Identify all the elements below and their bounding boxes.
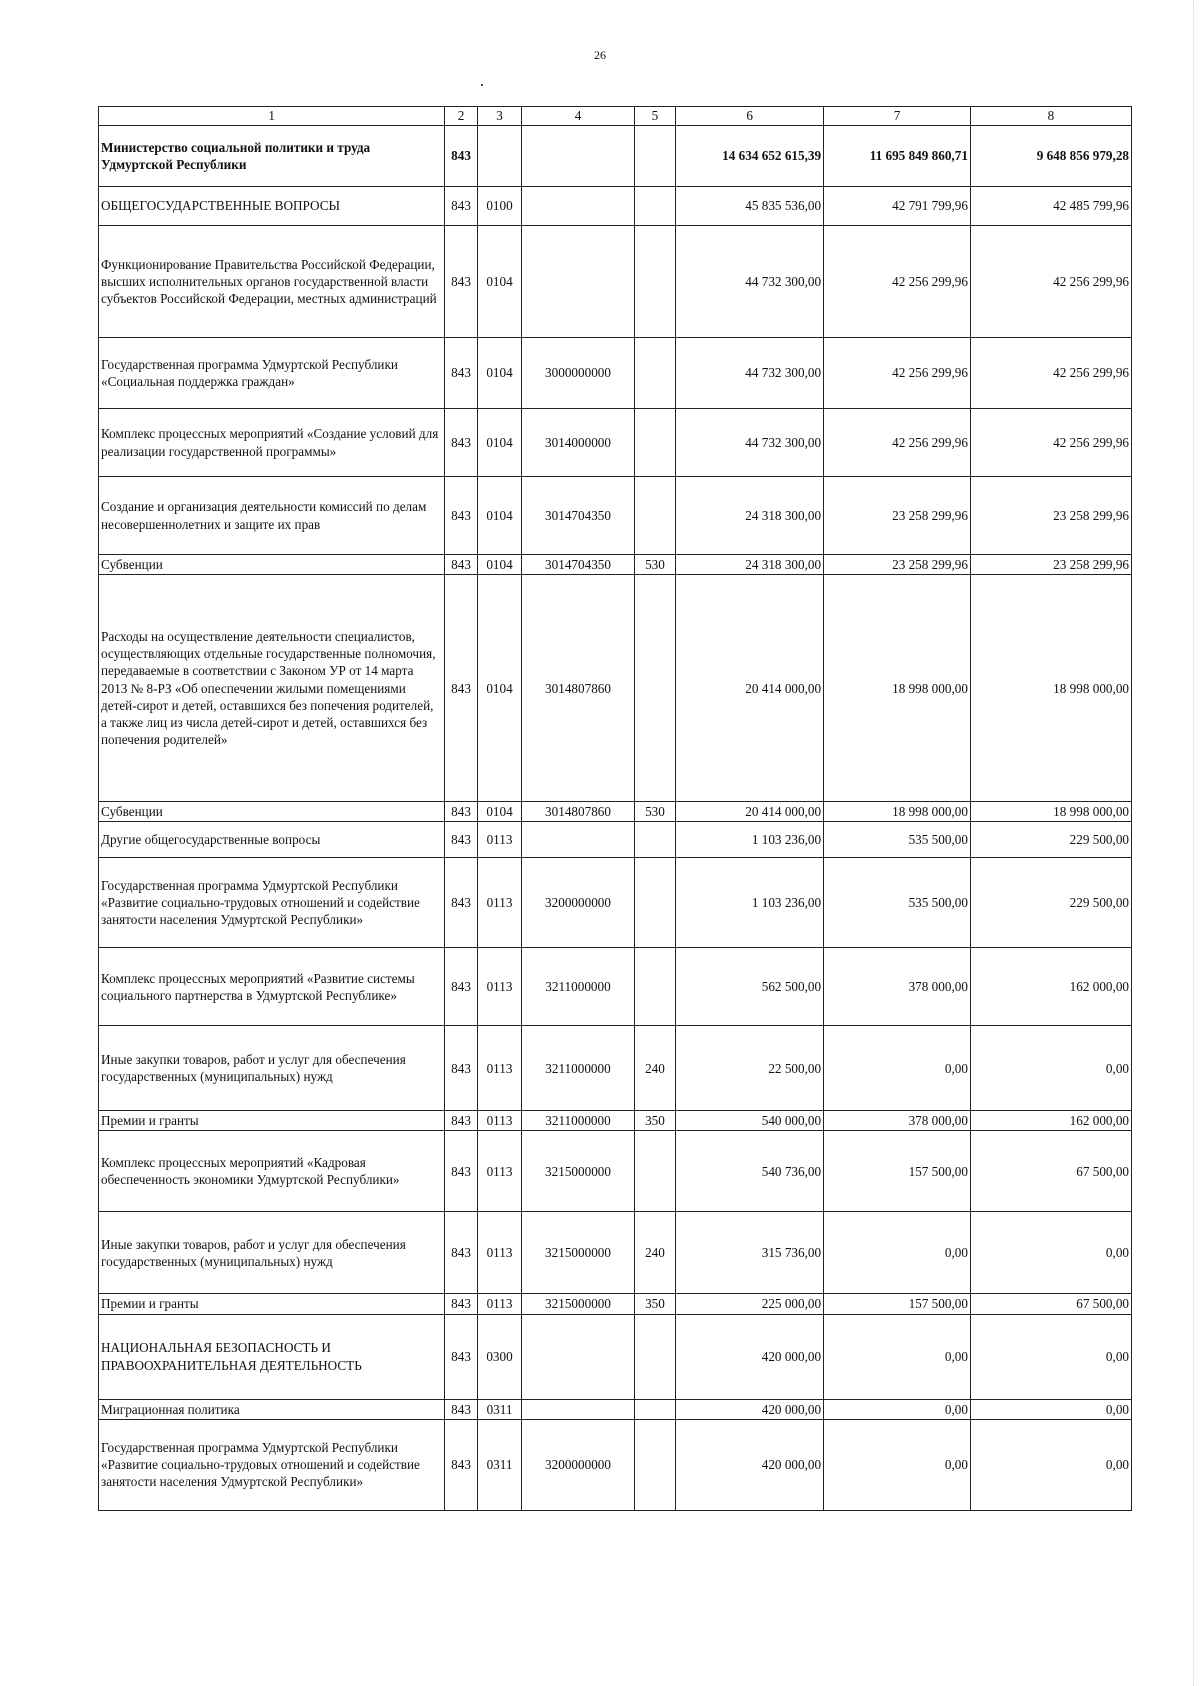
section-code: 0113	[477, 1111, 522, 1131]
expense-type-code: 240	[634, 1212, 676, 1294]
item-name: Субвенции	[99, 555, 445, 575]
target-article-code: 3200000000	[522, 858, 634, 948]
admin-code: 843	[445, 1026, 477, 1111]
target-article-code: 3211000000	[522, 1026, 634, 1111]
admin-code: 843	[445, 338, 477, 409]
section-code: 0113	[477, 1131, 522, 1212]
amount-year-3: 9 648 856 979,28	[970, 126, 1131, 187]
target-article-code: 3215000000	[522, 1131, 634, 1212]
amount-year-2: 18 998 000,00	[824, 802, 971, 822]
section-code: 0104	[477, 555, 522, 575]
amount-year-3: 0,00	[970, 1419, 1131, 1510]
admin-code: 843	[445, 1131, 477, 1212]
target-article-code: 3200000000	[522, 1419, 634, 1510]
amount-year-1: 14 634 652 615,39	[676, 126, 824, 187]
item-name: Министерство социальной политики и труда Удмуртской Республики	[99, 126, 445, 187]
section-code: 0300	[477, 1314, 522, 1399]
amount-year-2: 378 000,00	[824, 1111, 971, 1131]
column-header: 7	[824, 107, 971, 126]
column-header: 6	[676, 107, 824, 126]
amount-year-3: 42 485 799,96	[970, 187, 1131, 226]
admin-code: 843	[445, 187, 477, 226]
expense-type-code	[634, 1399, 676, 1419]
budget-table	[98, 106, 1132, 1511]
amount-year-2: 11 695 849 860,71	[824, 126, 971, 187]
amount-year-3: 23 258 299,96	[970, 555, 1131, 575]
amount-year-2: 42 256 299,96	[824, 409, 971, 477]
amount-year-2: 0,00	[824, 1399, 971, 1419]
amount-year-2: 23 258 299,96	[824, 477, 971, 555]
table-row	[99, 575, 1132, 802]
column-header: 4	[522, 107, 634, 126]
amount-year-3: 162 000,00	[970, 948, 1131, 1026]
admin-code: 843	[445, 555, 477, 575]
amount-year-1: 420 000,00	[676, 1314, 824, 1399]
amount-year-2: 535 500,00	[824, 858, 971, 948]
amount-year-3: 0,00	[970, 1314, 1131, 1399]
expense-type-code	[634, 858, 676, 948]
amount-year-2: 157 500,00	[824, 1131, 971, 1212]
expense-type-code	[634, 822, 676, 858]
item-name: Другие общегосударственные вопросы	[99, 822, 445, 858]
admin-code: 843	[445, 822, 477, 858]
amount-year-1: 1 103 236,00	[676, 858, 824, 948]
admin-code: 843	[445, 1212, 477, 1294]
item-name: Расходы на осуществление деятельности специалистов, осуществляющих отдельные государственные полномочия, передаваемые в соответствии с Законом УР от 14 марта 2013 № 8-РЗ «Об опеспечении жилыми помещениями детей-сирот и детей, оставшихся без попечения родителей, а также лиц из числа детей-сирот и детей, оставшихся без попечения родителей»	[99, 575, 445, 802]
table-row	[99, 226, 1132, 338]
item-name: Иные закупки товаров, работ и услуг для обеспечения государственных (муниципальных) нужд	[99, 1026, 445, 1111]
section-code: 0113	[477, 1212, 522, 1294]
admin-code: 843	[445, 1294, 477, 1314]
amount-year-1: 315 736,00	[676, 1212, 824, 1294]
item-name: Государственная программа Удмуртской Республики «Развитие социально-трудовых отношений и содействие занятости населения Удмуртской Республики»	[99, 858, 445, 948]
section-code	[477, 126, 522, 187]
section-code: 0113	[477, 1026, 522, 1111]
target-article-code: 3211000000	[522, 1111, 634, 1131]
expense-type-code	[634, 187, 676, 226]
header-row	[99, 107, 1132, 126]
section-code: 0104	[477, 226, 522, 338]
admin-code: 843	[445, 948, 477, 1026]
amount-year-3: 0,00	[970, 1399, 1131, 1419]
amount-year-1: 44 732 300,00	[676, 226, 824, 338]
table-row	[99, 822, 1132, 858]
target-article-code	[522, 126, 634, 187]
amount-year-2: 157 500,00	[824, 1294, 971, 1314]
table-row	[99, 948, 1132, 1026]
item-name: Комплекс процессных мероприятий «Развитие системы социального партнерства в Удмуртской Республике»	[99, 948, 445, 1026]
admin-code: 843	[445, 126, 477, 187]
target-article-code: 3215000000	[522, 1294, 634, 1314]
table-row	[99, 1212, 1132, 1294]
item-name: Комплекс процессных мероприятий «Кадровая обеспеченность экономики Удмуртской Республики»	[99, 1131, 445, 1212]
amount-year-3: 162 000,00	[970, 1111, 1131, 1131]
table-row	[99, 1419, 1132, 1510]
amount-year-3: 229 500,00	[970, 858, 1131, 948]
target-article-code: 3014000000	[522, 409, 634, 477]
amount-year-3: 229 500,00	[970, 822, 1131, 858]
expense-type-code: 530	[634, 802, 676, 822]
target-article-code	[522, 822, 634, 858]
admin-code: 843	[445, 802, 477, 822]
column-header: 5	[634, 107, 676, 126]
amount-year-3: 42 256 299,96	[970, 338, 1131, 409]
expense-type-code: 350	[634, 1111, 676, 1131]
admin-code: 843	[445, 575, 477, 802]
table-row	[99, 1131, 1132, 1212]
amount-year-1: 420 000,00	[676, 1419, 824, 1510]
expense-type-code	[634, 409, 676, 477]
table-row	[99, 858, 1132, 948]
target-article-code	[522, 187, 634, 226]
target-article-code: 3000000000	[522, 338, 634, 409]
amount-year-2: 23 258 299,96	[824, 555, 971, 575]
amount-year-1: 20 414 000,00	[676, 575, 824, 802]
amount-year-3: 23 258 299,96	[970, 477, 1131, 555]
amount-year-2: 18 998 000,00	[824, 575, 971, 802]
expense-type-code	[634, 1131, 676, 1212]
item-name: Государственная программа Удмуртской Республики «Развитие социально-трудовых отношений и содействие занятости населения Удмуртской Республики»	[99, 1419, 445, 1510]
section-code: 0113	[477, 1294, 522, 1314]
admin-code: 843	[445, 477, 477, 555]
section-code: 0104	[477, 338, 522, 409]
page-number: 26	[594, 48, 606, 62]
section-code: 0113	[477, 822, 522, 858]
section-code: 0100	[477, 187, 522, 226]
amount-year-2: 42 791 799,96	[824, 187, 971, 226]
expense-type-code	[634, 126, 676, 187]
amount-year-3: 42 256 299,96	[970, 226, 1131, 338]
section-code: 0104	[477, 477, 522, 555]
column-header: 1	[99, 107, 445, 126]
item-name: НАЦИОНАЛЬНАЯ БЕЗОПАСНОСТЬ И ПРАВООХРАНИТЕЛЬНАЯ ДЕЯТЕЛЬНОСТЬ	[99, 1314, 445, 1399]
section-code: 0113	[477, 948, 522, 1026]
item-name: Создание и организация деятельности комиссий по делам несовершеннолетних и защите их прав	[99, 477, 445, 555]
expense-type-code	[634, 226, 676, 338]
table-row	[99, 1314, 1132, 1399]
amount-year-1: 1 103 236,00	[676, 822, 824, 858]
target-article-code	[522, 1314, 634, 1399]
target-article-code: 3215000000	[522, 1212, 634, 1294]
table-row	[99, 409, 1132, 477]
amount-year-1: 22 500,00	[676, 1026, 824, 1111]
amount-year-1: 225 000,00	[676, 1294, 824, 1314]
amount-year-1: 44 732 300,00	[676, 338, 824, 409]
table-body	[99, 107, 1132, 1511]
amount-year-1: 24 318 300,00	[676, 477, 824, 555]
target-article-code	[522, 1399, 634, 1419]
amount-year-1: 562 500,00	[676, 948, 824, 1026]
section-code: 0311	[477, 1419, 522, 1510]
scan-edge	[1192, 0, 1194, 1686]
item-name: Комплекс процессных мероприятий «Создание условий для реализации государственной программы»	[99, 409, 445, 477]
amount-year-2: 535 500,00	[824, 822, 971, 858]
scan-speck	[481, 84, 483, 86]
table-row	[99, 1294, 1132, 1314]
amount-year-3: 67 500,00	[970, 1131, 1131, 1212]
admin-code: 843	[445, 1314, 477, 1399]
item-name: Субвенции	[99, 802, 445, 822]
target-article-code: 3014807860	[522, 575, 634, 802]
expense-type-code	[634, 575, 676, 802]
item-name: Государственная программа Удмуртской Республики «Социальная поддержка граждан»	[99, 338, 445, 409]
table-row	[99, 477, 1132, 555]
table-row	[99, 802, 1132, 822]
item-name: Миграционная политика	[99, 1399, 445, 1419]
admin-code: 843	[445, 1399, 477, 1419]
amount-year-2: 0,00	[824, 1314, 971, 1399]
amount-year-3: 42 256 299,96	[970, 409, 1131, 477]
amount-year-3: 18 998 000,00	[970, 575, 1131, 802]
target-article-code: 3211000000	[522, 948, 634, 1026]
amount-year-3: 0,00	[970, 1026, 1131, 1111]
amount-year-3: 67 500,00	[970, 1294, 1131, 1314]
expense-type-code	[634, 948, 676, 1026]
section-code: 0104	[477, 802, 522, 822]
table-row	[99, 1026, 1132, 1111]
amount-year-2: 0,00	[824, 1212, 971, 1294]
amount-year-1: 20 414 000,00	[676, 802, 824, 822]
item-name: ОБЩЕГОСУДАРСТВЕННЫЕ ВОПРОСЫ	[99, 187, 445, 226]
expense-type-code: 240	[634, 1026, 676, 1111]
admin-code: 843	[445, 1111, 477, 1131]
amount-year-1: 44 732 300,00	[676, 409, 824, 477]
amount-year-2: 0,00	[824, 1026, 971, 1111]
table-row	[99, 338, 1132, 409]
expense-type-code	[634, 1419, 676, 1510]
table-row	[99, 187, 1132, 226]
admin-code: 843	[445, 1419, 477, 1510]
expense-type-code	[634, 1314, 676, 1399]
target-article-code: 3014807860	[522, 802, 634, 822]
item-name: Премии и гранты	[99, 1111, 445, 1131]
admin-code: 843	[445, 409, 477, 477]
admin-code: 843	[445, 858, 477, 948]
expense-type-code: 530	[634, 555, 676, 575]
amount-year-1: 420 000,00	[676, 1399, 824, 1419]
item-name: Премии и гранты	[99, 1294, 445, 1314]
target-article-code: 3014704350	[522, 477, 634, 555]
table-row	[99, 1111, 1132, 1131]
expense-type-code: 350	[634, 1294, 676, 1314]
table-row	[99, 555, 1132, 575]
amount-year-1: 45 835 536,00	[676, 187, 824, 226]
table-row	[99, 1399, 1132, 1419]
section-code: 0104	[477, 575, 522, 802]
amount-year-2: 378 000,00	[824, 948, 971, 1026]
section-code: 0113	[477, 858, 522, 948]
amount-year-2: 0,00	[824, 1419, 971, 1510]
section-code: 0311	[477, 1399, 522, 1419]
expense-type-code	[634, 338, 676, 409]
amount-year-1: 540 736,00	[676, 1131, 824, 1212]
item-name: Иные закупки товаров, работ и услуг для обеспечения государственных (муниципальных) нужд	[99, 1212, 445, 1294]
item-name: Функционирование Правительства Российской Федерации, высших исполнительных органов государственной власти субъектов Российской Федерации, местных администраций	[99, 226, 445, 338]
column-header: 8	[970, 107, 1131, 126]
amount-year-2: 42 256 299,96	[824, 338, 971, 409]
target-article-code	[522, 226, 634, 338]
amount-year-2: 42 256 299,96	[824, 226, 971, 338]
expense-type-code	[634, 477, 676, 555]
target-article-code: 3014704350	[522, 555, 634, 575]
amount-year-3: 0,00	[970, 1212, 1131, 1294]
amount-year-1: 24 318 300,00	[676, 555, 824, 575]
column-header: 2	[445, 107, 477, 126]
amount-year-1: 540 000,00	[676, 1111, 824, 1131]
section-code: 0104	[477, 409, 522, 477]
table-row	[99, 126, 1132, 187]
column-header: 3	[477, 107, 522, 126]
admin-code: 843	[445, 226, 477, 338]
amount-year-3: 18 998 000,00	[970, 802, 1131, 822]
